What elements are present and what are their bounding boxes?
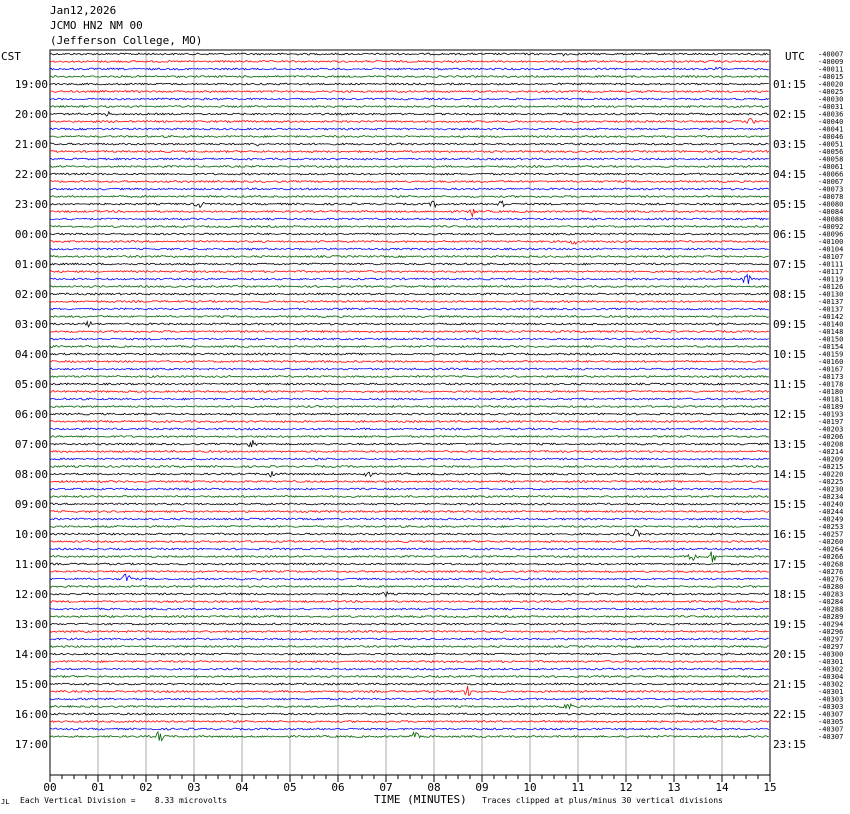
utc-hour-label: 21:15: [773, 678, 807, 691]
seismic-trace: [50, 668, 769, 670]
utc-hour-label: 07:15: [773, 258, 807, 271]
seismic-trace: [50, 322, 769, 327]
trace-value-label: -40276: [818, 568, 844, 576]
seismic-trace: [50, 571, 769, 573]
cst-hour-label: 22:00: [14, 168, 48, 181]
trace-value-label: -40197: [818, 418, 844, 426]
utc-hour-label: 04:15: [773, 168, 807, 181]
trace-value-label: -40107: [818, 253, 844, 261]
seismic-trace: [50, 548, 769, 550]
trace-value-label: -40303: [818, 703, 844, 711]
trace-value-label: -40303: [818, 695, 844, 704]
seismic-trace: [50, 503, 769, 505]
cst-hour-label: 21:00: [14, 138, 48, 151]
seismic-trace: [50, 118, 769, 123]
cst-hour-label: 09:00: [14, 498, 48, 511]
seismic-trace: [50, 67, 769, 70]
trace-value-label: -40111: [818, 260, 844, 269]
seismic-trace: [50, 541, 769, 543]
seismic-trace: [50, 275, 769, 285]
trace-value-label: -40209: [818, 455, 844, 464]
seismic-trace: [50, 471, 769, 477]
seismic-trace: [50, 226, 769, 228]
cst-hour-label: 13:00: [14, 618, 48, 631]
utc-hour-label: 09:15: [773, 318, 807, 331]
trace-value-label: -40305: [818, 718, 844, 726]
x-tick-label: 05: [283, 781, 297, 794]
x-tick-label: 12: [619, 781, 633, 794]
seismic-trace: [50, 151, 769, 153]
seismic-trace: [50, 686, 769, 696]
trace-value-label: -40220: [818, 470, 844, 479]
seismic-trace: [50, 158, 769, 160]
seismic-trace: [50, 143, 769, 146]
seismic-trace: [50, 173, 769, 175]
utc-hour-label: 10:15: [773, 348, 807, 361]
seismic-trace: [50, 316, 769, 318]
trace-value-label: -40214: [818, 448, 844, 456]
cst-hour-label: 12:00: [14, 588, 48, 601]
trace-value-label: -40302: [818, 680, 844, 689]
seismic-trace: [50, 301, 769, 303]
seismic-trace: [50, 518, 769, 520]
trace-value-label: -40148: [818, 328, 844, 336]
cst-hour-label: 19:00: [14, 78, 48, 91]
seismic-trace: [50, 676, 769, 678]
seismic-trace: [50, 209, 769, 216]
x-tick-label: 14: [715, 781, 729, 794]
trace-value-label: -40046: [818, 133, 844, 141]
seismic-trace: [50, 338, 769, 340]
trace-value-label: -40283: [818, 590, 844, 599]
seismic-trace: [50, 136, 769, 138]
trace-value-label: -40206: [818, 433, 844, 441]
seismic-trace: [50, 623, 769, 625]
cst-hour-label: 17:00: [14, 738, 48, 751]
trace-value-label: -40025: [818, 88, 844, 96]
cst-hour-label: 10:00: [14, 528, 48, 541]
seismic-trace: [50, 436, 769, 438]
trace-value-label: -40253: [818, 523, 844, 531]
x-tick-label: 04: [235, 781, 249, 794]
trace-value-label: -40244: [818, 508, 844, 516]
trace-value-label: -40257: [818, 530, 844, 539]
seismic-trace: [50, 728, 769, 730]
trace-value-label: -40051: [818, 140, 844, 149]
seismic-trace: [50, 466, 769, 468]
trace-value-label: -40307: [818, 733, 844, 741]
header-date: Jan12,2026: [50, 4, 117, 17]
seismic-trace: [50, 563, 769, 565]
seismic-trace: [50, 293, 769, 295]
trace-value-label: -40073: [818, 185, 844, 194]
trace-value-label: -40137: [818, 305, 844, 314]
seismic-trace: [50, 511, 769, 513]
utc-hour-label: 02:15: [773, 108, 807, 121]
seismic-trace: [50, 353, 769, 355]
trace-value-label: -40096: [818, 230, 844, 239]
trace-value-label: -40193: [818, 410, 844, 419]
trace-value-label: -40160: [818, 358, 844, 366]
trace-value-label: -40058: [818, 155, 844, 164]
seismic-trace: [50, 608, 769, 610]
utc-hour-label: 05:15: [773, 198, 807, 211]
seismic-trace: [50, 98, 769, 100]
utc-hour-label: 15:15: [773, 498, 807, 511]
seismic-trace: [50, 218, 769, 220]
x-tick-label: 01: [91, 781, 105, 794]
trace-value-label: -40297: [818, 643, 844, 651]
seismic-trace: [50, 638, 769, 640]
cst-hour-label: 20:00: [14, 108, 48, 121]
cst-hour-label: 16:00: [14, 708, 48, 721]
seismic-trace: [50, 586, 769, 588]
trace-value-label: -40167: [818, 365, 844, 374]
utc-hour-label: 12:15: [773, 408, 807, 421]
seismic-trace: [50, 413, 769, 415]
x-tick-label: 13: [667, 781, 681, 794]
trace-value-label: -40276: [818, 575, 844, 584]
cst-hour-label: 06:00: [14, 408, 48, 421]
utc-hour-label: 16:15: [773, 528, 807, 541]
x-tick-label: 08: [427, 781, 441, 794]
seismic-trace: [50, 83, 769, 85]
header-location: (Jefferson College, MO): [50, 34, 203, 47]
trace-value-label: -40288: [818, 605, 844, 614]
cst-hour-label: 01:00: [14, 258, 48, 271]
chart-traces: [50, 53, 769, 741]
trace-value-label: -40040: [818, 118, 844, 126]
x-tick-label: 00: [43, 781, 57, 794]
x-tick-label: 09: [475, 781, 489, 794]
chart-labels: [15, 51, 843, 795]
cst-hour-label: 07:00: [14, 438, 48, 451]
trace-value-label: -40066: [818, 170, 844, 179]
seismic-trace: [50, 526, 769, 528]
x-tick-label: 02: [139, 781, 153, 794]
cst-hour-label: 05:00: [14, 378, 48, 391]
cst-hour-label: 03:00: [14, 318, 48, 331]
trace-value-label: -40036: [818, 110, 844, 119]
seismic-trace: [50, 721, 769, 723]
trace-value-label: -40178: [818, 380, 844, 389]
trace-value-label: -40159: [818, 350, 844, 359]
trace-value-label: -40249: [818, 515, 844, 524]
seismic-trace: [50, 391, 769, 393]
scale-note: Each Vertical Division = 8.33 microvolts: [20, 796, 228, 805]
seismic-trace: [50, 376, 769, 378]
x-tick-label: 03: [187, 781, 201, 794]
trace-value-label: -40015: [818, 73, 844, 81]
trace-value-label: -40280: [818, 583, 844, 591]
trace-value-label: -40189: [818, 403, 844, 411]
seismic-trace: [50, 732, 769, 741]
trace-value-label: -40240: [818, 500, 844, 509]
seismic-trace: [50, 704, 769, 709]
trace-value-label: -40056: [818, 148, 844, 156]
utc-hour-label: 06:15: [773, 228, 807, 241]
trace-value-label: -40307: [818, 725, 844, 734]
x-tick-label: 15: [763, 781, 777, 794]
trace-value-label: -40300: [818, 650, 844, 659]
trace-value-label: -40011: [818, 65, 844, 74]
left-axis-label: CST: [1, 50, 21, 63]
seismic-trace: [50, 166, 769, 168]
trace-value-label: -40266: [818, 553, 844, 561]
cst-hour-label: 14:00: [14, 648, 48, 661]
trace-value-label: -40140: [818, 320, 844, 329]
trace-value-label: -40294: [818, 620, 844, 629]
trace-value-label: -40080: [818, 200, 844, 209]
trace-value-label: -40264: [818, 545, 844, 554]
seismic-trace: [50, 61, 769, 63]
trace-value-label: -40084: [818, 208, 844, 216]
utc-hour-label: 01:15: [773, 78, 807, 91]
x-tick-label: 06: [331, 781, 345, 794]
seismic-trace: [50, 361, 769, 363]
seismic-trace: [50, 529, 769, 536]
utc-hour-label: 20:15: [773, 648, 807, 661]
cst-hour-label: 08:00: [14, 468, 48, 481]
trace-value-label: -40104: [818, 245, 844, 254]
trace-value-label: -40100: [818, 238, 844, 246]
seismic-trace: [50, 248, 769, 250]
seismic-trace: [50, 440, 769, 447]
header-station: JCMO HN2 NM 00: [50, 19, 143, 32]
trace-value-label: -40289: [818, 613, 844, 621]
seismic-trace: [50, 421, 769, 423]
seismic-trace: [50, 661, 769, 663]
seismic-trace: [50, 331, 769, 333]
seismic-trace: [50, 592, 769, 597]
x-axis-title: TIME (MINUTES): [374, 793, 467, 806]
seismic-trace: [50, 263, 769, 265]
seismic-trace: [50, 181, 769, 183]
seismic-trace: [50, 346, 769, 348]
trace-value-label: -40180: [818, 388, 844, 396]
seismic-trace: [50, 53, 769, 56]
seismic-trace: [50, 308, 769, 310]
seismic-trace: [50, 713, 769, 715]
seismic-trace: [50, 653, 769, 655]
seismic-trace: [50, 488, 769, 490]
x-tick-label: 11: [571, 781, 585, 794]
cst-hour-label: 23:00: [14, 198, 48, 211]
trace-value-label: -40126: [818, 283, 844, 291]
trace-value-label: -40181: [818, 395, 844, 404]
trace-value-label: -40130: [818, 290, 844, 299]
utc-hour-label: 11:15: [773, 378, 807, 391]
trace-value-label: -40225: [818, 478, 844, 486]
clip-note: Traces clipped at plus/minus 30 vertical divisions: [482, 796, 723, 805]
trace-value-label: -40117: [818, 268, 844, 276]
seismic-trace: [50, 271, 769, 273]
seismic-trace: [50, 286, 769, 288]
seismic-trace: [50, 106, 769, 108]
trace-value-label: -40260: [818, 538, 844, 546]
trace-value-label: -40296: [818, 628, 844, 636]
utc-hour-label: 22:15: [773, 708, 807, 721]
seismic-trace: [50, 481, 769, 483]
trace-value-label: -40304: [818, 673, 844, 681]
cst-hour-label: 02:00: [14, 288, 48, 301]
seismic-trace: [50, 631, 769, 633]
trace-value-label: -40268: [818, 560, 844, 569]
trace-value-label: -40031: [818, 103, 844, 111]
utc-hour-label: 08:15: [773, 288, 807, 301]
trace-value-label: -40030: [818, 95, 844, 104]
trace-value-label: -40061: [818, 163, 844, 171]
seismic-trace: [50, 616, 769, 618]
trace-value-label: -40302: [818, 665, 844, 674]
seismic-trace: [50, 574, 769, 581]
trace-value-label: -40020: [818, 80, 844, 89]
trace-value-label: -40088: [818, 215, 844, 224]
trace-value-label: -40297: [818, 635, 844, 644]
trace-value-label: -40301: [818, 688, 844, 696]
trace-value-label: -40154: [818, 343, 844, 351]
seismic-trace: [50, 646, 769, 648]
seismic-trace: [50, 683, 769, 685]
trace-value-label: -40301: [818, 658, 844, 666]
seismic-trace: [50, 256, 769, 258]
seismic-trace: [50, 406, 769, 408]
trace-value-label: -40173: [818, 373, 844, 381]
seismic-trace: [50, 496, 769, 498]
seismic-trace: [50, 398, 769, 400]
trace-value-label: -40078: [818, 193, 844, 201]
seismic-trace: [50, 698, 769, 700]
cst-hour-label: 00:00: [14, 228, 48, 241]
seismic-trace: [50, 128, 769, 130]
trace-value-label: -40067: [818, 178, 844, 186]
utc-hour-label: 23:15: [773, 738, 807, 751]
seismic-trace: [50, 241, 769, 244]
trace-value-label: -40092: [818, 223, 844, 231]
trace-value-label: -40234: [818, 493, 844, 501]
utc-hour-label: 03:15: [773, 138, 807, 151]
trace-value-label: -40150: [818, 335, 844, 344]
seismic-trace: [50, 112, 769, 116]
trace-value-label: -40137: [818, 298, 844, 306]
cst-hour-label: 11:00: [14, 558, 48, 571]
cst-hour-label: 04:00: [14, 348, 48, 361]
utc-hour-label: 18:15: [773, 588, 807, 601]
x-tick-label: 10: [523, 781, 537, 794]
seismic-trace: [50, 76, 769, 78]
seismic-trace: [50, 188, 769, 190]
trace-value-label: -40009: [818, 58, 844, 66]
utc-hour-label: 17:15: [773, 558, 807, 571]
seismic-trace: [50, 451, 769, 453]
seismic-trace: [50, 458, 769, 460]
right-axis-label: UTC: [785, 50, 805, 63]
utc-hour-label: 19:15: [773, 618, 807, 631]
seismic-trace: [50, 368, 769, 370]
seismic-trace: [50, 233, 769, 235]
utc-hour-label: 14:15: [773, 468, 807, 481]
x-tick-label: 07: [379, 781, 393, 794]
trace-value-label: -40203: [818, 425, 844, 434]
seismic-trace: [50, 196, 769, 198]
seismic-trace: [50, 91, 769, 93]
trace-value-label: -40142: [818, 313, 844, 321]
trace-value-label: -40007: [818, 50, 844, 59]
seismic-trace: [50, 601, 769, 603]
trace-value-label: -40208: [818, 440, 844, 449]
seismic-trace: [50, 428, 769, 430]
cst-hour-label: 15:00: [14, 678, 48, 691]
trace-value-label: -40284: [818, 598, 844, 606]
corner-mark: JL: [1, 798, 10, 806]
seismic-trace: [50, 383, 769, 385]
trace-value-label: -40230: [818, 485, 844, 494]
seismic-trace: [50, 201, 769, 208]
utc-hour-label: 13:15: [773, 438, 807, 451]
trace-value-label: -40119: [818, 275, 844, 284]
trace-value-label: -40041: [818, 125, 844, 134]
seismic-trace: [50, 552, 769, 563]
trace-value-label: -40307: [818, 710, 844, 719]
trace-value-label: -40215: [818, 463, 844, 471]
